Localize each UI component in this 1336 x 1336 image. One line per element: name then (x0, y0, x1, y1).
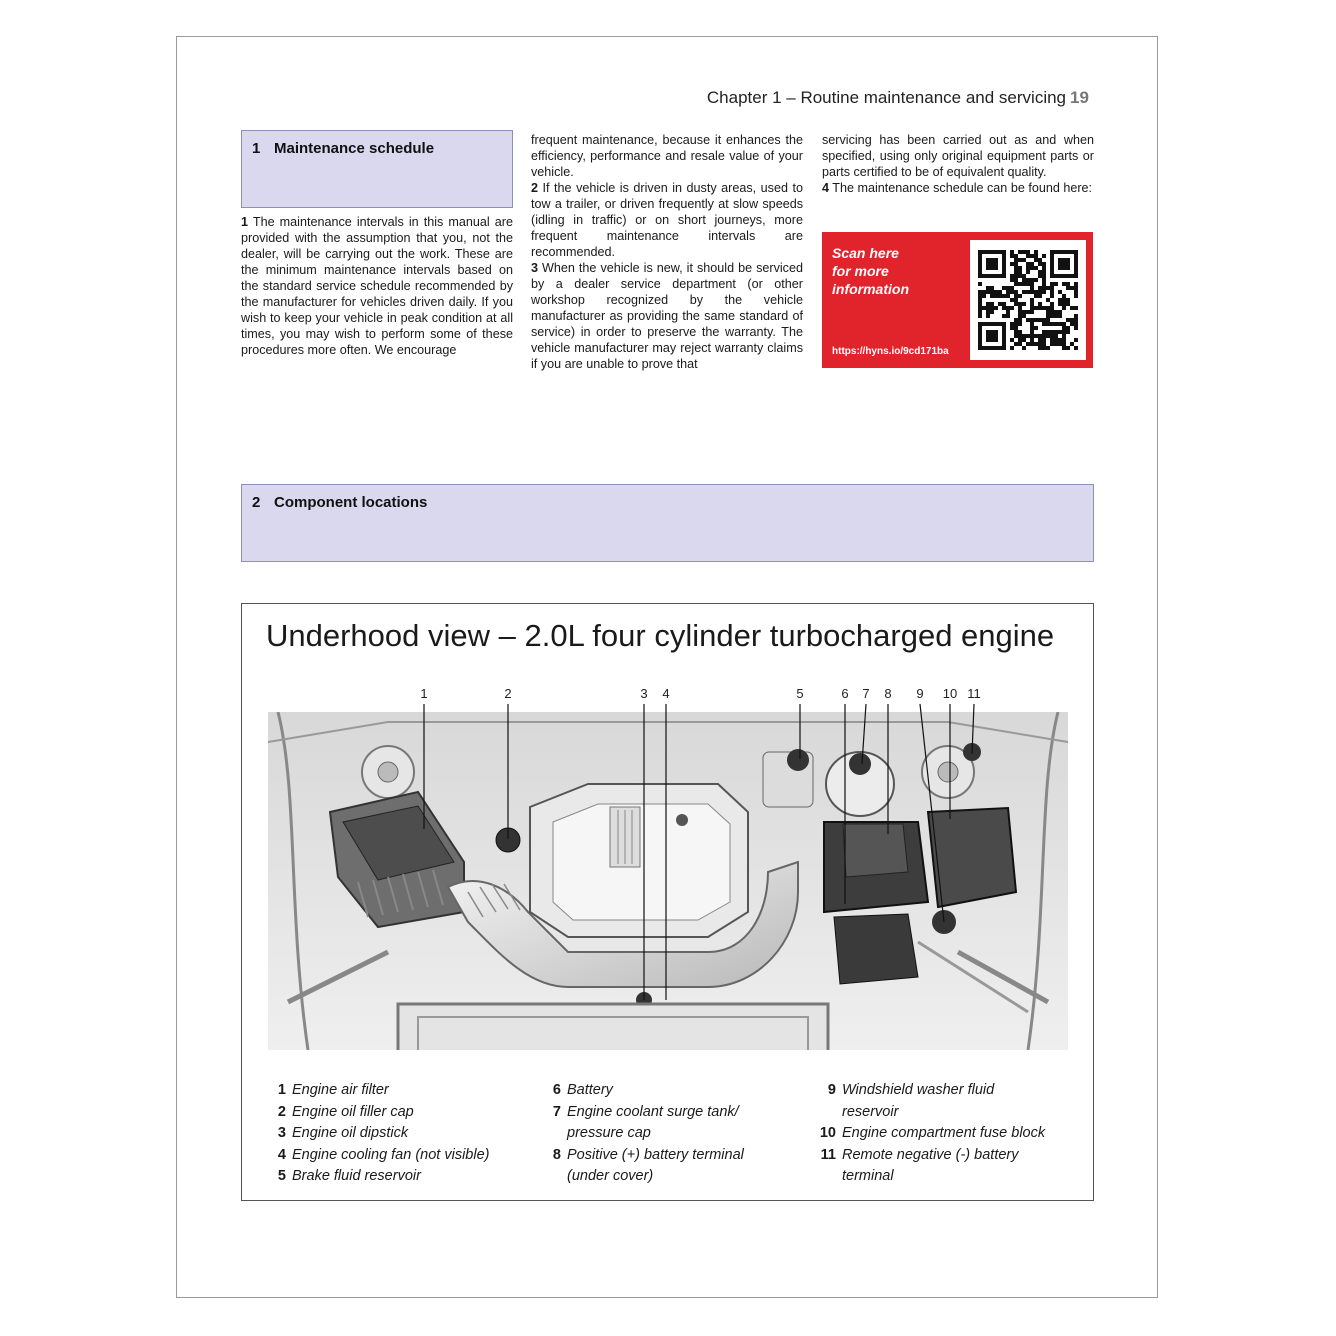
callout-label: 11 (967, 686, 981, 701)
legend-number: 1 (277, 1082, 286, 1098)
legend-item (816, 1102, 1086, 1124)
legend-number: 10 (819, 1125, 836, 1142)
legend-item (266, 1166, 526, 1188)
callout-label: 1 (420, 686, 428, 701)
paragraph-2 (531, 180, 803, 260)
legend-text: Engine oil filler cap (292, 1103, 414, 1120)
qr-caption-line: Scan here (832, 245, 899, 261)
legend-number: 9 (827, 1082, 836, 1098)
callout-label: 4 (662, 686, 670, 701)
text-column-2 (531, 132, 803, 372)
callout-label: 9 (916, 686, 924, 701)
text-column-3 (822, 132, 1094, 196)
legend-text: pressure cap (567, 1125, 651, 1142)
legend-item (266, 1102, 526, 1124)
legend-text: Brake fluid reservoir (292, 1168, 421, 1185)
paragraph-4 (822, 180, 1094, 196)
paragraph-text: When the vehicle is new, it should be serviced by a dealer service department (or other workshop recognized by the vehicle manufacturer as providing the same standard of service) in order to preserve the warranty. The vehicle manufacturer may reject warranty claims if you are unable to prove that (531, 261, 803, 371)
legend-text: (under cover) (567, 1168, 654, 1185)
section-heading (252, 494, 427, 511)
callout-label: 8 (884, 686, 892, 701)
paragraph-number: 2 (531, 181, 539, 195)
legend-column-3 (816, 1080, 1086, 1188)
legend-number: 4 (277, 1146, 286, 1163)
engine-bay-illustration (268, 712, 1068, 1050)
section-title: Component locations (274, 494, 428, 511)
legend-text: terminal (842, 1168, 894, 1185)
paragraph-text: The maintenance schedule can be found here: (829, 181, 1093, 195)
legend-item (266, 1123, 526, 1145)
legend-number: 5 (277, 1168, 286, 1185)
legend-item (266, 1080, 526, 1102)
qr-code-icon[interactable] (970, 240, 1086, 360)
paragraph-number: 4 (822, 181, 830, 195)
paragraph-text: If the vehicle is driven in dusty areas, used to tow a trailer, or driven frequently at slow speeds (idling in traffic) or on short journeys, more frequent maintenance intervals are recommended. (531, 181, 803, 259)
running-head: Chapter 1 – Routine maintenance and servicing (706, 88, 1066, 107)
underhood-diagram (241, 603, 1094, 1201)
legend-item (541, 1080, 801, 1102)
callout-label: 2 (504, 686, 512, 701)
legend-text: Engine oil dipstick (292, 1125, 409, 1142)
section-number: 2 (252, 494, 261, 511)
legend-number: 3 (277, 1125, 286, 1142)
callout-label: 3 (640, 686, 648, 701)
legend-text: Battery (567, 1082, 613, 1098)
diagram-title: Underhood view – 2.0L four cylinder turbocharged engine (266, 618, 1055, 653)
paragraph-text: The maintenance intervals in this manual are provided with the assumption that you, not the dealer, will be carrying out the work. These are the minimum maintenance intervals based on the standard service schedule recommended by the manufacturer for vehicles driven daily. If you wish to keep your vehicle in peak condition at all times, you may wish to perform some of these procedures more often. We encourage (241, 215, 513, 357)
legend-item (816, 1123, 1086, 1145)
qr-caption-line: for more (832, 263, 889, 279)
legend-column-1 (266, 1080, 526, 1188)
paragraph-3-continued: servicing has been carried out as and when specified, using only original equipment parts or parts certified to be of equivalent quality. (822, 133, 1094, 179)
callout-label: 6 (841, 686, 849, 701)
section-heading-box (241, 484, 1094, 562)
legend-number: 6 (552, 1082, 561, 1098)
text-column-1 (241, 214, 513, 358)
paragraph-number: 1 (241, 215, 249, 229)
section-heading (252, 140, 434, 157)
legend-item (541, 1123, 801, 1145)
legend-text: reservoir (842, 1103, 899, 1120)
qr-url[interactable]: https://hyns.io/9cd171ba (832, 346, 949, 357)
legend-text: Engine air filter (292, 1082, 389, 1098)
legend-number: 8 (552, 1146, 561, 1163)
legend-item (266, 1145, 526, 1167)
callout-label: 7 (862, 686, 870, 701)
qr-panel[interactable] (822, 232, 1093, 368)
legend-number: 2 (277, 1103, 286, 1120)
legend-item (541, 1102, 801, 1124)
legend-item (816, 1166, 1086, 1188)
legend-item (541, 1145, 801, 1167)
callout-label: 5 (796, 686, 804, 701)
legend-text: Windshield washer fluid (842, 1082, 995, 1098)
legend-number: 7 (552, 1103, 561, 1120)
paragraph-number: 3 (531, 261, 539, 275)
paragraph-1-continued: frequent maintenance, because it enhances the efficiency, performance and resale value of your vehicle. (531, 133, 803, 179)
legend-text: Engine cooling fan (not visible) (292, 1146, 490, 1163)
section-title: Maintenance schedule (274, 140, 435, 157)
legend-item (816, 1145, 1086, 1167)
section-number: 1 (252, 140, 261, 157)
legend-column-2 (541, 1080, 801, 1188)
legend-text: Positive (+) battery terminal (567, 1146, 744, 1163)
legend-text: Engine coolant surge tank/ (567, 1103, 739, 1120)
qr-caption-line: information (832, 281, 909, 297)
legend-item (541, 1166, 801, 1188)
paragraph-1 (241, 214, 513, 358)
legend-text: Remote negative (-) battery (842, 1146, 1019, 1163)
section-heading-box (241, 130, 513, 208)
legend-item (816, 1080, 1086, 1102)
qr-caption (832, 244, 909, 298)
callout-label: 10 (942, 686, 958, 701)
paragraph-3 (531, 260, 803, 372)
page-number: 19 (1070, 88, 1089, 107)
legend-number: 11 (820, 1146, 836, 1163)
legend-text: Engine compartment fuse block (842, 1125, 1046, 1142)
